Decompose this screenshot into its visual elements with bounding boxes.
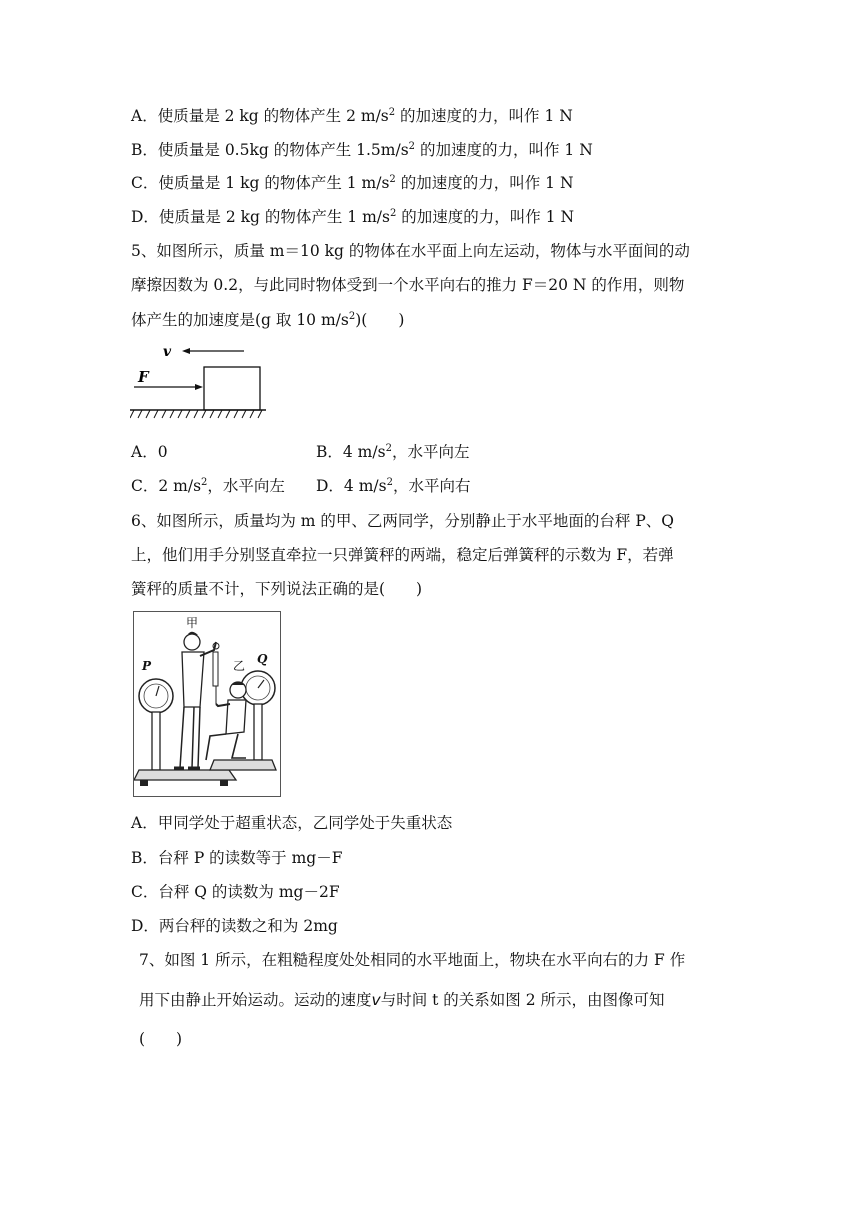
q7-stem-line1: 7、如图 1 所示，在粗糙程度处处相同的水平地面上，物块在水平向右的力 F 作 <box>139 951 686 969</box>
q6-option-d: D．两台秤的读数之和为 2mg <box>131 917 338 935</box>
block <box>204 367 260 410</box>
q6-option-c: C．台秤 Q 的读数为 mg－2F <box>131 883 340 901</box>
q5-option-a: A．0 <box>131 443 168 461</box>
velocity-symbol: v <box>371 991 381 1009</box>
q5-stem-line3: 体产生的加速度是(g 取 10 $m/s^2$)( ) <box>131 311 405 329</box>
q5-option-d: D．4 $m/s^2$，水平向右 <box>316 477 471 495</box>
label-yi: 乙 <box>233 659 246 673</box>
q5-stem-line1: 5、如图所示，质量 m＝10 kg 的物体在水平面上向左运动，物体与水平面间的动 <box>131 242 690 260</box>
label-p: P <box>142 659 152 673</box>
q5-block-figure <box>130 340 270 422</box>
scale-q-platform <box>210 760 276 770</box>
q6-option-a: A．甲同学处于超重状态，乙同学处于失重状态 <box>131 814 453 832</box>
force-label: F <box>138 368 149 386</box>
q6-stem-line2: 上，他们用手分别竖直牵拉一只弹簧秤的两端，稳定后弹簧秤的示数为 F，若弹 <box>131 546 674 564</box>
ground-hatching <box>130 410 262 418</box>
q5-option-b: B．4 $m/s^2$，水平向左 <box>316 443 470 461</box>
q6-stem-line3: 簧秤的质量不计，下列说法正确的是( ) <box>131 580 423 598</box>
label-jia: 甲 <box>186 616 199 630</box>
velocity-arrow-icon <box>182 348 190 354</box>
scales-illustration <box>134 612 280 796</box>
q4-option-b: B．使质量是 0.5kg 的物体产生 $1.5m/s^2$ 的加速度的力，叫作 1 N <box>131 141 593 159</box>
q4-option-d: D．使质量是 2 kg 的物体产生 1 $m/s^2$ 的加速度的力，叫作 1 N <box>131 208 575 226</box>
q6-scales-figure <box>133 611 281 797</box>
q7-stem-line2: 用下由静止开始运动。运动的速度v与时间 t 的关系如图 2 所示，由图像可知 <box>139 991 665 1009</box>
scale-p-platform <box>134 770 236 780</box>
q4-option-c: C．使质量是 1 kg 的物体产生 1 $m/s^2$ 的加速度的力，叫作 1 N <box>131 174 574 192</box>
q6-stem-line1: 6、如图所示，质量均为 m 的甲、乙两同学，分别静止于水平地面的台秤 P、Q <box>131 512 674 530</box>
velocity-label: v <box>163 344 172 360</box>
q5-option-c: C．2 $m/s^2$，水平向左 <box>131 477 285 495</box>
q4-option-a: A．使质量是 2 kg 的物体产生 2 $m/s^2$ 的加速度的力，叫作 1 N <box>131 107 573 125</box>
q6-option-b: B．台秤 P 的读数等于 mg－F <box>131 849 343 867</box>
label-q: Q <box>257 652 268 666</box>
force-arrow-icon <box>195 384 203 390</box>
student-jia <box>184 634 200 650</box>
q5-stem-line2: 摩擦因数为 0.2，与此同时物体受到一个水平向右的推力 F＝20 N 的作用，则物 <box>131 276 685 294</box>
q7-stem-line3: ( ) <box>139 1030 183 1048</box>
